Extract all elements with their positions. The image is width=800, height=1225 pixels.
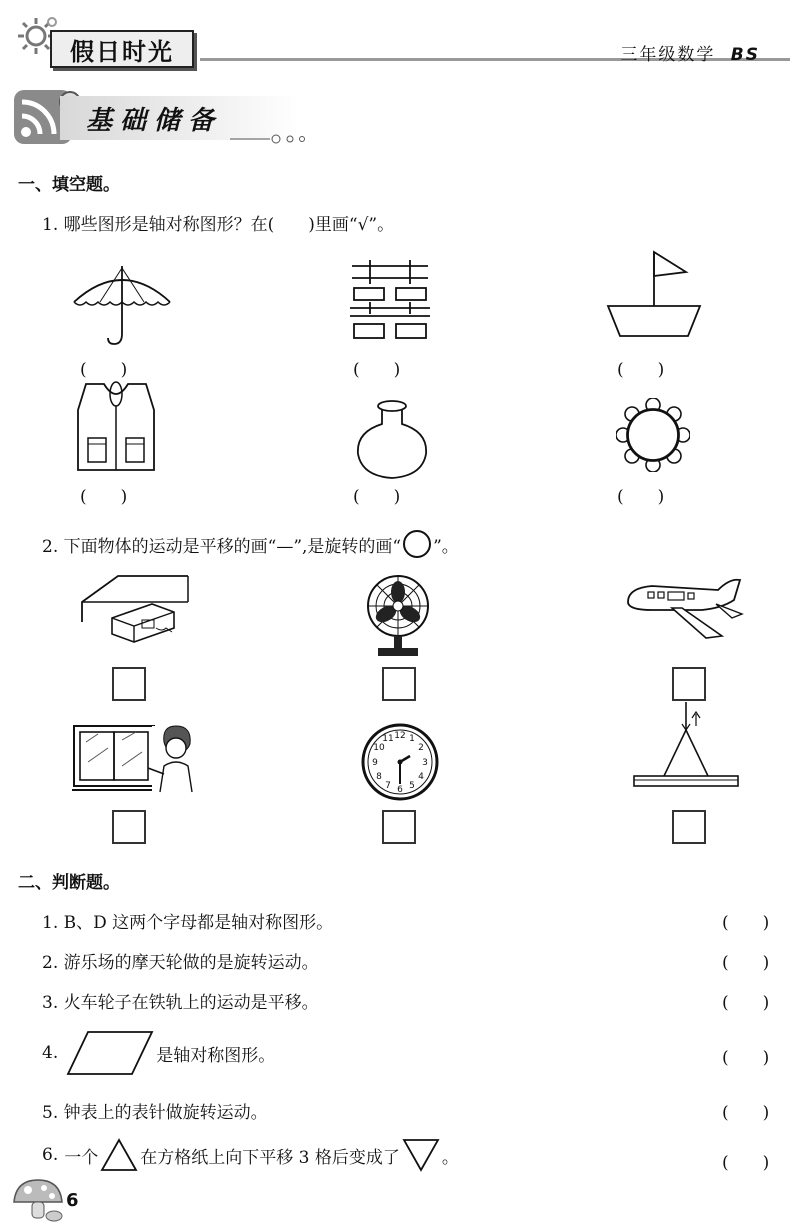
svg-text:7: 7 — [385, 781, 391, 791]
tf-item-5 — [42, 1098, 268, 1123]
grade-subject-text: 三年级数学 — [620, 45, 716, 65]
tf-paren-4[interactable]: ( ) — [722, 1048, 770, 1068]
q1-paren-5[interactable]: ( ) — [353, 487, 401, 507]
tf-paren-2[interactable]: ( ) — [722, 953, 770, 973]
tf-num-2: 2. — [42, 953, 59, 973]
svg-text:4: 4 — [418, 772, 424, 782]
tf-num-5: 5. — [42, 1103, 59, 1123]
q2-text-before: 2. 下面物体的运动是平移的画“—”,是旋转的画“ — [42, 536, 402, 557]
svg-text:2: 2 — [418, 743, 424, 753]
drawer-icon — [78, 572, 190, 644]
vest-icon — [74, 380, 158, 472]
tf-item-3 — [42, 988, 319, 1013]
svg-text:10: 10 — [373, 743, 385, 753]
q1-paren-3[interactable]: ( ) — [617, 360, 665, 380]
q2-text-after: ”。 — [433, 536, 459, 557]
svg-text:1: 1 — [409, 734, 415, 744]
svg-text:11: 11 — [382, 734, 394, 744]
tf-paren-6[interactable]: ( ) — [722, 1153, 770, 1173]
clock-icon — [360, 722, 440, 802]
banner-dots — [230, 132, 310, 146]
q1-text: 1. 哪些图形是轴对称图形？在( )里画“√”。 — [42, 215, 395, 235]
tf-paren-5[interactable]: ( ) — [722, 1103, 770, 1123]
parallelogram-icon — [66, 1030, 154, 1076]
vase-icon — [352, 398, 432, 480]
svg-text:8: 8 — [376, 772, 382, 782]
sailboat-icon — [606, 250, 702, 344]
q2-answer-box-1[interactable] — [112, 667, 146, 701]
q2-answer-box-5[interactable] — [382, 810, 416, 844]
q2-answer-box-3[interactable] — [672, 667, 706, 701]
tf-paren-1[interactable]: ( ) — [722, 913, 770, 933]
q1-paren-1[interactable]: ( ) — [80, 360, 128, 380]
q2-answer-box-2[interactable] — [382, 667, 416, 701]
svg-text:3: 3 — [422, 758, 428, 768]
q1-paren-6[interactable]: ( ) — [617, 487, 665, 507]
tf-item-6 — [42, 1138, 459, 1172]
tf-text-6c: 。 — [441, 1147, 459, 1168]
svg-text:6: 6 — [397, 785, 403, 795]
svg-text:5: 5 — [409, 781, 415, 791]
grade-subject — [620, 40, 760, 65]
svg-text:12: 12 — [394, 731, 406, 741]
part1-heading: 一、填空题。 — [18, 175, 120, 195]
sliding-window-icon — [72, 722, 196, 798]
tf-text-1: B、D 这两个字母都是轴对称图形。 — [63, 913, 334, 933]
crane-lift-icon — [630, 700, 742, 796]
q1-paren-2[interactable]: ( ) — [353, 360, 401, 380]
mushroom-icon — [10, 1176, 66, 1222]
tf-text-6b: 在方格纸上向下平移 3 格后变成了 — [140, 1147, 400, 1168]
triangle-up-icon — [100, 1138, 138, 1172]
electric-fan-icon — [364, 574, 432, 658]
umbrella-icon — [70, 262, 174, 350]
q2-text — [42, 530, 459, 558]
tf-num-1: 1. — [42, 913, 59, 933]
tf-item-4 — [42, 1030, 275, 1076]
double-happiness-icon — [348, 258, 432, 342]
q1-paren-4[interactable]: ( ) — [80, 487, 128, 507]
q2-answer-box-4[interactable] — [112, 810, 146, 844]
tf-text-4: 是轴对称图形。 — [156, 1045, 276, 1066]
part2-heading: 二、判断题。 — [18, 873, 120, 893]
tf-text-2: 游乐场的摩天轮做的是旋转运动。 — [63, 953, 319, 973]
section-banner-title: 基础储备 — [86, 106, 223, 136]
tf-num-6: 6. — [42, 1145, 59, 1165]
tf-text-3: 火车轮子在铁轨上的运动是平移。 — [63, 993, 319, 1013]
tf-text-5: 钟表上的表针做旋转运动。 — [63, 1103, 268, 1123]
triangle-down-icon — [402, 1138, 440, 1172]
edition-label: BS — [730, 45, 760, 65]
tf-item-1 — [42, 908, 333, 933]
flower-circle-icon — [616, 398, 690, 472]
tf-text-6a: 一个 — [64, 1147, 99, 1168]
circle-symbol-icon — [403, 530, 431, 558]
tf-paren-3[interactable]: ( ) — [722, 993, 770, 1013]
tf-num-4: 4. — [42, 1043, 59, 1063]
airplane-icon — [622, 574, 746, 644]
q2-answer-box-6[interactable] — [672, 810, 706, 844]
tf-item-2 — [42, 948, 319, 973]
tf-num-3: 3. — [42, 993, 59, 1013]
svg-text:9: 9 — [372, 758, 378, 768]
book-title: 假日时光 — [50, 30, 194, 68]
page-number: 6 — [66, 1190, 79, 1211]
